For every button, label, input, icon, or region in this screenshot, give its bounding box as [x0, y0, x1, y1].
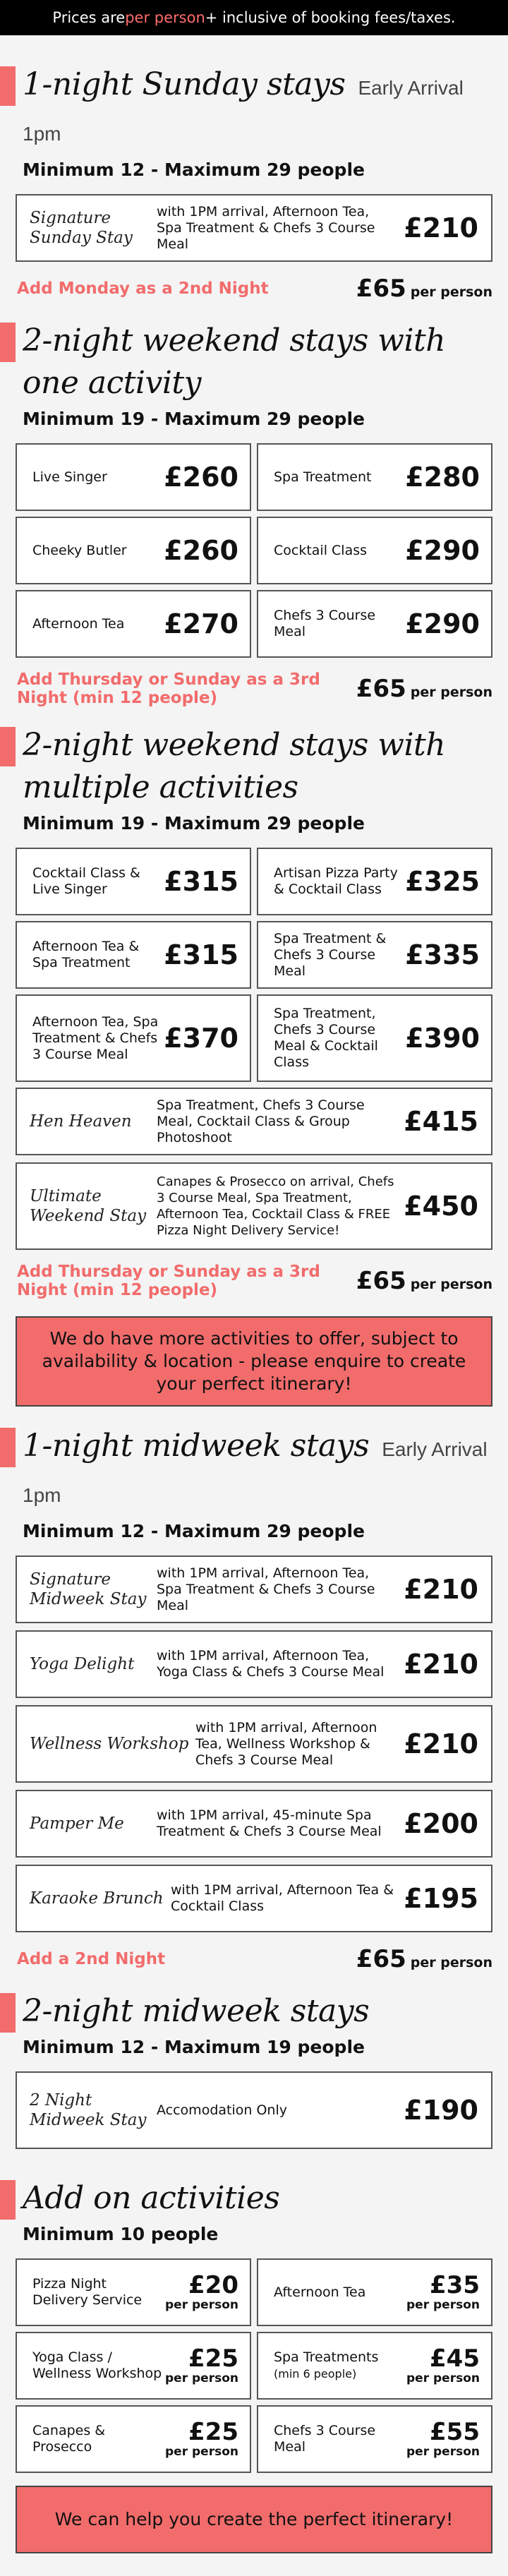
package-name: Karaoke Brunch: [30, 1889, 164, 1908]
package-card[interactable]: [16, 1705, 492, 1783]
section-weekend-multiple-activities: [0, 724, 508, 1407]
package-card[interactable]: [257, 517, 492, 584]
package-description: with 1PM arrival, Afternoon Tea, Spa Treatment & Chefs 3 Course Meal: [157, 1565, 375, 1613]
package-price: £450: [404, 1191, 478, 1222]
section-title: 1-night midweek stays: [23, 1428, 370, 1464]
package-label: Chefs 3 Course Meal: [274, 608, 376, 639]
package-name: Signature Midweek Stay: [30, 1570, 147, 1608]
price-notice-bar: [0, 0, 508, 35]
package-name: Yoga Delight: [30, 1655, 135, 1673]
package-description: with 1PM arrival, Afternoon Tea, Yoga Class & Chefs 3 Course Meal: [157, 1648, 385, 1680]
addon-card[interactable]: [257, 2258, 492, 2326]
addon-price: £25: [188, 2418, 238, 2446]
package-card[interactable]: [16, 848, 251, 915]
package-price: £200: [404, 1808, 478, 1839]
package-price: £290: [405, 535, 480, 566]
addon-unit: per person: [406, 2298, 480, 2312]
package-card[interactable]: [16, 443, 251, 511]
extra-night-label: Add Monday as a 2nd Night: [17, 279, 269, 298]
section-title: 2-night midweek stays: [23, 1993, 370, 2029]
notice-pre: Prices are: [52, 9, 126, 26]
package-card[interactable]: [257, 994, 492, 1082]
addon-card[interactable]: [257, 2405, 492, 2473]
package-card[interactable]: [257, 848, 492, 915]
package-card[interactable]: [16, 1865, 492, 1932]
section-heading: [16, 64, 492, 155]
package-price: £415: [404, 1106, 478, 1137]
addon-card[interactable]: [16, 2405, 251, 2473]
extra-night-offer: [17, 275, 492, 303]
package-name: Wellness Workshop: [30, 1735, 189, 1753]
early-arrival-tag: Early Arrival 1pm: [23, 77, 464, 145]
addon-price: £25: [188, 2345, 238, 2373]
addon-unit: per person: [165, 2298, 238, 2312]
package-price: £270: [164, 608, 238, 639]
addon-label: Spa Treatments: [274, 2349, 379, 2365]
package-description: Accomodation Only: [157, 2102, 287, 2118]
addon-unit: per person: [406, 2371, 480, 2385]
group-size: Minimum 12 - Maximum 19 people: [23, 2037, 365, 2057]
extra-night-offer: [17, 1945, 492, 1973]
package-price: £210: [404, 212, 478, 243]
package-label: Spa Treatment: [274, 469, 372, 485]
package-label: Spa Treatment & Chefs 3 Course Meal: [274, 930, 387, 979]
addon-card[interactable]: [16, 2332, 251, 2400]
addon-card[interactable]: [257, 2332, 492, 2400]
early-arrival-tag: Early Arrival 1pm: [23, 1438, 488, 1506]
section-heading: [16, 1425, 492, 1517]
extra-night-label: Add Thursday or Sunday as a 3rd Night (min 12 people): [17, 670, 320, 707]
package-price: £315: [164, 939, 238, 970]
extra-night-unit: per person: [410, 1277, 492, 1292]
group-size: Minimum 12 - Maximum 29 people: [23, 160, 365, 180]
extra-night-label: Add Thursday or Sunday as a 3rd Night (min 12 people): [17, 1263, 320, 1299]
section-midweek-one-night: [0, 1425, 508, 1973]
addon-label: Afternoon Tea: [274, 2284, 366, 2300]
package-grid: [16, 848, 492, 1082]
package-price: £335: [405, 939, 480, 970]
package-price: £190: [404, 2095, 478, 2126]
extra-night-unit: per person: [410, 685, 492, 700]
package-card[interactable]: [257, 590, 492, 658]
extra-night-price: £65: [356, 1945, 406, 1973]
package-name: Hen Heaven: [30, 1112, 132, 1131]
section-weekend-one-activity: [0, 320, 508, 707]
extra-night-price: £65: [356, 275, 406, 303]
package-price: £325: [405, 866, 480, 897]
itinerary-banner[interactable]: We can help you create the perfect itinerary!: [16, 2486, 492, 2553]
enquire-banner[interactable]: We do have more activities to offer, subject to availability & location - please enquire to create your perfect itinerary!: [16, 1316, 492, 1407]
addon-price: £55: [430, 2418, 480, 2446]
package-description: with 1PM arrival, 45-minute Spa Treatment & Chefs 3 Course Meal: [157, 1807, 382, 1839]
addon-unit: per person: [406, 2445, 480, 2459]
package-card[interactable]: [16, 1162, 492, 1250]
addon-label: Chefs 3 Course Meal: [274, 2423, 376, 2455]
package-price: £195: [404, 1883, 478, 1914]
addon-note: (min 6 people): [274, 2367, 357, 2381]
section-add-on-activities: [0, 2177, 508, 2553]
package-label: Afternoon Tea, Spa Treatment & Chefs 3 Course Meal: [32, 1013, 159, 1062]
package-label: Spa Treatment, Chefs 3 Course Meal & Cocktail Class: [274, 1006, 378, 1070]
addon-label: Yoga Class / Wellness Workshop: [32, 2349, 162, 2381]
package-price: £210: [404, 1649, 478, 1680]
section-title: Add on activities: [23, 2180, 280, 2216]
group-size: Minimum 19 - Maximum 29 people: [23, 813, 365, 833]
extra-night-unit: per person: [410, 1955, 492, 1970]
group-size: Minimum 19 - Maximum 29 people: [23, 409, 365, 429]
package-price: £370: [164, 1023, 238, 1054]
addon-price: £20: [188, 2271, 238, 2299]
notice-post: + inclusive of booking fees/taxes.: [205, 9, 456, 26]
section-heading: [16, 320, 492, 404]
addon-unit: per person: [165, 2371, 238, 2385]
notice-accent: per person: [125, 9, 205, 26]
section-sunday-stays: [0, 64, 508, 303]
section-midweek-two-night: [0, 1990, 508, 2149]
package-description: with 1PM arrival, Afternoon Tea, Spa Treatment & Chefs 3 Course Meal: [157, 203, 375, 252]
package-price: £315: [164, 866, 238, 897]
addon-label: Pizza Night Delivery Service: [32, 2276, 143, 2308]
section-heading: [16, 1990, 492, 2033]
package-name: Signature Sunday Stay: [30, 209, 133, 247]
package-label: Live Singer: [32, 469, 107, 485]
package-price: £290: [405, 608, 480, 639]
package-price: £260: [164, 535, 238, 566]
package-price: £260: [164, 462, 238, 493]
addon-price: £35: [430, 2271, 480, 2299]
addon-grid: [16, 2258, 492, 2473]
group-size: Minimum 10 people: [23, 2224, 219, 2244]
addon-price: £45: [430, 2345, 480, 2373]
extra-night-price: £65: [356, 675, 406, 703]
package-card[interactable]: [16, 590, 251, 658]
package-description: with 1PM arrival, Afternoon Tea & Cocktail Class: [171, 1882, 394, 1914]
package-card[interactable]: [16, 1790, 492, 1858]
addon-label: Canapes & Prosecco: [32, 2423, 106, 2455]
package-card[interactable]: [257, 443, 492, 511]
addon-card[interactable]: [16, 2258, 251, 2326]
package-name: Pamper Me: [30, 1814, 124, 1833]
section-title: 2-night weekend stays with multiple activities: [23, 727, 446, 805]
group-size: Minimum 12 - Maximum 29 people: [23, 1521, 365, 1541]
package-description: Canapes & Prosecco on arrival, Chefs 3 Course Meal, Spa Treatment, Afternoon Tea, Cocktail Class & FREE Pizza Night Delivery Service!: [157, 1174, 394, 1238]
extra-night-offer: [17, 670, 492, 707]
package-card[interactable]: [16, 1088, 492, 1155]
package-card[interactable]: [16, 921, 251, 989]
package-card[interactable]: [16, 2071, 492, 2149]
package-card[interactable]: [257, 921, 492, 989]
package-label: Cheeky Butler: [32, 542, 127, 558]
extra-night-unit: per person: [410, 284, 492, 300]
package-price: £280: [405, 462, 480, 493]
package-card[interactable]: [16, 1555, 492, 1623]
extra-night-label: Add a 2nd Night: [17, 1950, 166, 1968]
package-price: £390: [405, 1023, 480, 1054]
extra-night-price: £65: [356, 1267, 406, 1295]
package-description: with 1PM arrival, Afternoon Tea, Wellness Workshop & Chefs 3 Course Meal: [195, 1719, 377, 1768]
section-heading: [16, 724, 492, 809]
package-label: Afternoon Tea: [32, 615, 125, 632]
package-card[interactable]: [16, 194, 492, 262]
package-name: Ultimate Weekend Stay: [30, 1187, 147, 1225]
package-price: £210: [404, 1574, 478, 1605]
package-label: Cocktail Class & Live Singer: [32, 865, 140, 897]
package-card[interactable]: [16, 994, 251, 1082]
package-description: Spa Treatment, Chefs 3 Course Meal, Cocktail Class & Group Photoshoot: [157, 1097, 365, 1145]
package-label: Afternoon Tea & Spa Treatment: [32, 939, 140, 970]
addon-unit: per person: [165, 2445, 238, 2459]
package-name: 2 Night Midweek Stay: [30, 2091, 147, 2129]
package-grid: [16, 443, 492, 658]
section-title: 1-night Sunday stays: [23, 66, 346, 102]
package-label: Artisan Pizza Party & Cocktail Class: [274, 865, 398, 897]
extra-night-offer: [17, 1263, 492, 1299]
package-card[interactable]: [16, 1630, 492, 1698]
section-title: 2-night weekend stays with one activity: [23, 323, 446, 401]
package-card[interactable]: [16, 517, 251, 584]
section-heading: [16, 2177, 492, 2220]
package-label: Cocktail Class: [274, 542, 368, 558]
package-price: £210: [404, 1728, 478, 1759]
